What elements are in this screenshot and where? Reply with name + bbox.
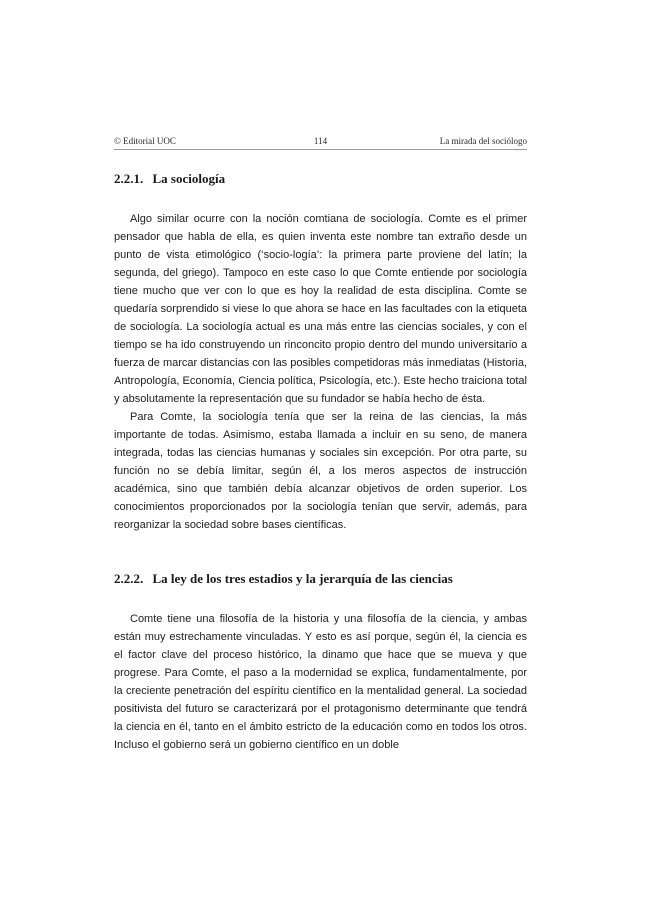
publisher-label: © Editorial UOC (114, 136, 176, 146)
paragraph: Para Comte, la sociología tenía que ser la reina de las ciencias, la más importante de todas. Asimismo, estaba llamada a incluir en su seno, de manera integrada, todas las ciencias humanas y sociales sin excepción. Por otra parte, su función no se debía limitar, según él, a los meros aspectos de instrucción académica, sino que también debía alcanzar objetivos de orden superior. Los conocimientos proporcionados por la sociología tenían que servir, además, para reorganizar la sociedad sobre bases científicas. (114, 411, 527, 531)
document-page (114, 135, 527, 751)
section-title: La sociología (152, 171, 226, 186)
page-number: 114 (313, 136, 328, 146)
paragraph: Algo similar ocurre con la noción comtiana de sociología. Comte es el primer pensador que habla de ella, es quien inventa este nombre tan extraño desde un punto de vista etimológico (‘socio-logía’: la primera parte proviene del latín; la segunda, del griego). Tampoco en este caso lo que Comte entiende por sociología tiene mucho que ver con lo que es hoy la realidad de esta disciplina. Comte se quedaría sorprendido si viese lo que ahora se hace en las facultades con la etiqueta de sociología. La sociología actual es una más entre las ciencias sociales, y con el tiempo se ha ido construyendo un rinconcito propio dentro del mundo universitario a fuerza de marcar distancias con las posibles competidoras más inmediatas (Historia, Antropología, Economía, Ciencia política, Psicología, etc.). Este hecho traiciona total y absolutamente la representación que su fundador se había hecho de ésta. (114, 213, 527, 405)
section-heading-ley-tres-estadios (114, 571, 453, 587)
paragraph: Comte tiene una filosofía de la historia y una filosofía de la ciencia, y ambas están muy estrechamente vinculadas. Y esto es así porque, según él, la ciencia es el factor clave del proceso histórico, la dinamo que hace que se mueva y que progrese. Para Comte, el paso a la modernidad se explica, fundamentalmente, por la creciente penetración del espíritu científico en la mentalidad general. La sociedad positivista del futuro se caracterizará por el protagonismo determinante que tendrá la ciencia en él, tanto en el ámbito estricto de la educación como en todos los otros. Incluso el gobierno será un gobierno científico en un doble (114, 613, 527, 751)
section-body-ley-tres-estadios (114, 610, 527, 754)
book-title: La mirada del sociólogo (439, 136, 527, 146)
section-number: 2.2.2. (114, 571, 144, 586)
section-body-sociologia (114, 210, 527, 534)
section-title: La ley de los tres estadios y la jerarquía de las ciencias (152, 571, 453, 586)
running-header (114, 135, 527, 147)
section-number: 2.2.1. (114, 171, 144, 186)
header-rule (114, 149, 527, 150)
section-heading-sociologia (114, 171, 225, 187)
